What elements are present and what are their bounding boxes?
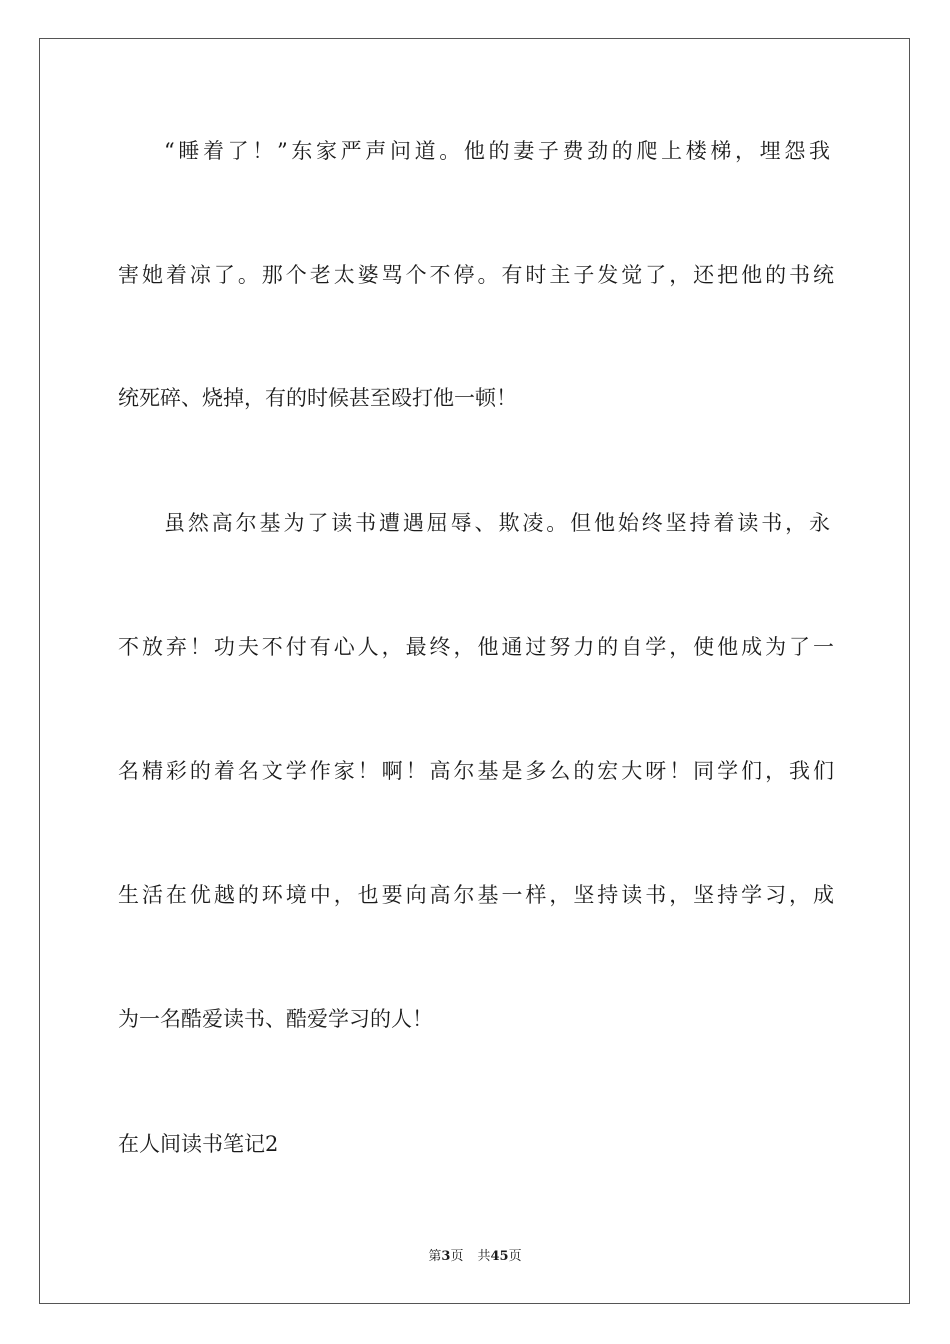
total-suffix: 页 xyxy=(508,1249,522,1264)
page-suffix: 页 xyxy=(450,1249,464,1264)
section-heading: 在人间读书笔记2 xyxy=(118,1132,279,1156)
paragraph-2-line-2: 不放弃！功夫不付有心人，最终，他通过努力的自学，使他成为了一 xyxy=(118,635,834,659)
page-border xyxy=(39,38,910,1304)
page-footer xyxy=(0,1248,950,1266)
page-number: 3 xyxy=(441,1249,451,1264)
paragraph-2-line-3: 名精彩的着名文学作家！啊！高尔基是多么的宏大呀！同学们，我们 xyxy=(118,759,834,783)
paragraph-1-line-2: 害她着凉了。那个老太婆骂个不停。有时主子发觉了，还把他的书统 xyxy=(118,263,834,287)
total-pages: 45 xyxy=(490,1249,509,1264)
paragraph-2-line-1: 虽然高尔基为了读书遭遇屈辱、欺凌。但他始终坚持着读书，永 xyxy=(164,511,830,535)
total-prefix: 共 xyxy=(477,1249,491,1264)
page-prefix: 第 xyxy=(428,1249,442,1264)
paragraph-2-line-5: 为一名酷爱读书、酷爱学习的人！ xyxy=(118,1007,433,1031)
paragraph-2-line-4: 生活在优越的环境中，也要向高尔基一样，坚持读书，坚持学习，成 xyxy=(118,883,834,907)
paragraph-1-line-3: 统死碎、烧掉，有的时候甚至殴打他一顿！ xyxy=(118,386,517,410)
paragraph-1-line-1: “睡着了！”东家严声问道。他的妻子费劲的爬上楼梯，埋怨我 xyxy=(164,139,830,163)
